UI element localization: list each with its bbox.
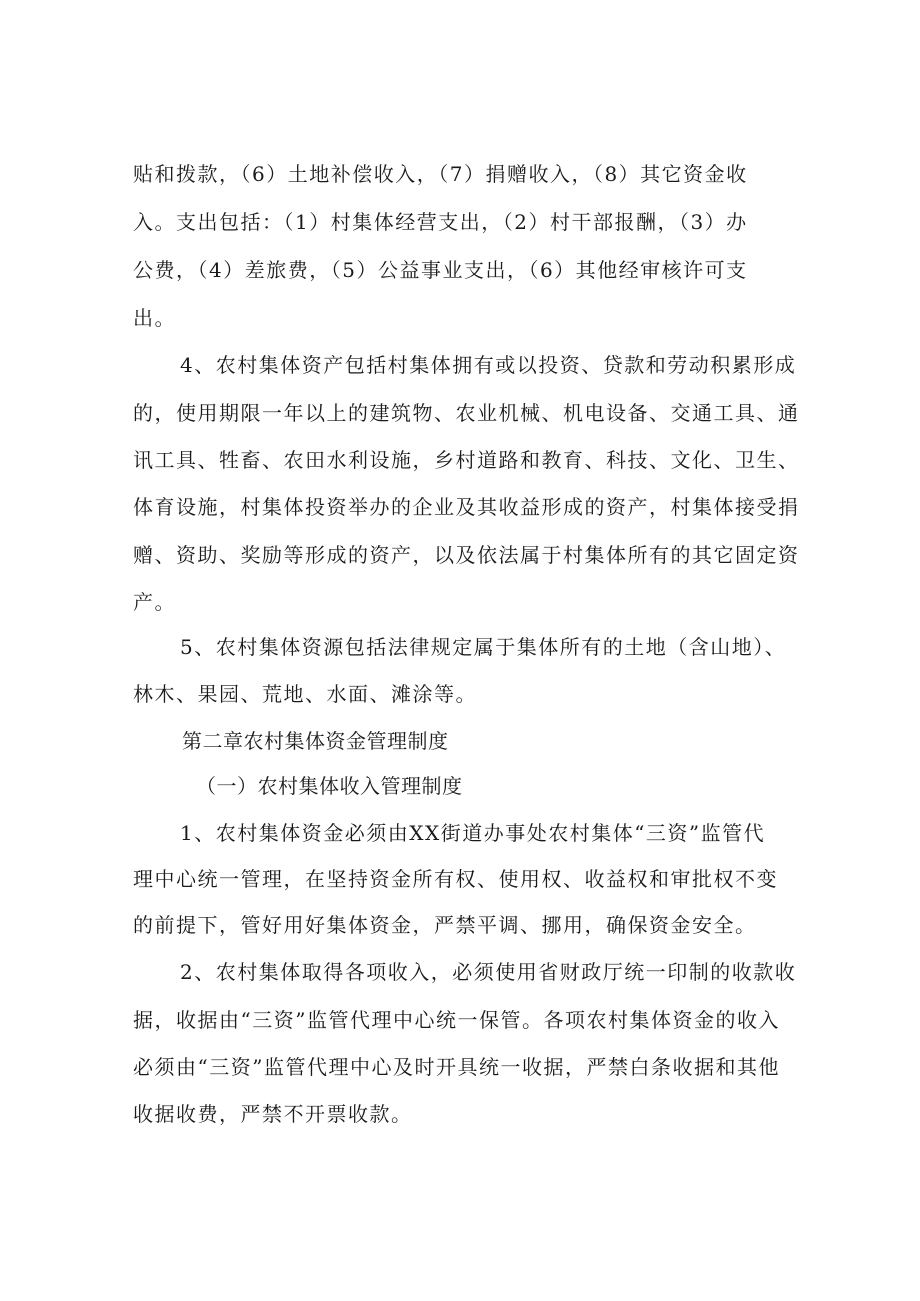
body-text-line: 4、农村集体资产包括村集体拥有或以投资、贷款和劳动积累形成 — [180, 353, 797, 377]
body-text-line: 的，使用期限一年以上的建筑物、农业机械、机电设备、交通工具、通 — [133, 401, 800, 425]
body-text-line: 体育设施，村集体投资举办的企业及其收益形成的资产，村集体接受捐 — [133, 495, 800, 519]
body-text-line: 赠、资助、奖励等形成的资产，以及依法属于村集体所有的其它固定资 — [133, 543, 800, 567]
body-text-line: 出。 — [133, 306, 176, 330]
body-text-line: 理中心统一管理，在坚持资金所有权、使用权、收益权和审批权不变 — [133, 867, 778, 891]
body-text-line: 据，收据由“三资”监管代理中心统一保管。各项农村集体资金的收入 — [133, 1008, 780, 1032]
body-text-line: 入。支出包括：（1）村集体经营支出，（2）村干部报酬，（3）办 — [133, 210, 748, 234]
body-text-line: 贴和拨款，（6）土地补偿收入，（7）捐赠收入，（8）其它资金收 — [133, 162, 748, 186]
body-text-line: 2、农村集体取得各项收入，必须使用省财政厅统一印制的收款收 — [180, 960, 797, 984]
body-text-line: 5、农村集体资源包括法律规定属于集体所有的土地（含山地）、 — [180, 635, 787, 659]
body-text-line: 林木、果园、荒地、水面、滩涂等。 — [133, 682, 477, 706]
body-text-line: 公费，（4）差旅费，（5）公益事业支出，（6）其他经审核许可支 — [133, 258, 748, 282]
body-text-line: 产。 — [133, 590, 176, 614]
body-text-line: 收据收费，严禁不开票收款。 — [133, 1102, 413, 1126]
body-text-line: 必须由“三资”监管代理中心及时开具统一收据，严禁白条收据和其他 — [133, 1055, 780, 1079]
chapter-heading: 第二章农村集体资金管理制度 — [182, 729, 449, 753]
body-text-line: 的前提下，管好用好集体资金，严禁平调、挪用，确保资金安全。 — [133, 913, 757, 937]
section-heading: （一）农村集体收入管理制度 — [196, 774, 463, 798]
body-text-line: 1、农村集体资金必须由XX街道办事处农村集体“三资”监管代 — [180, 821, 766, 845]
body-text-line: 讯工具、牲畜、农田水利设施，乡村道路和教育、科技、文化、卫生、 — [133, 448, 800, 472]
